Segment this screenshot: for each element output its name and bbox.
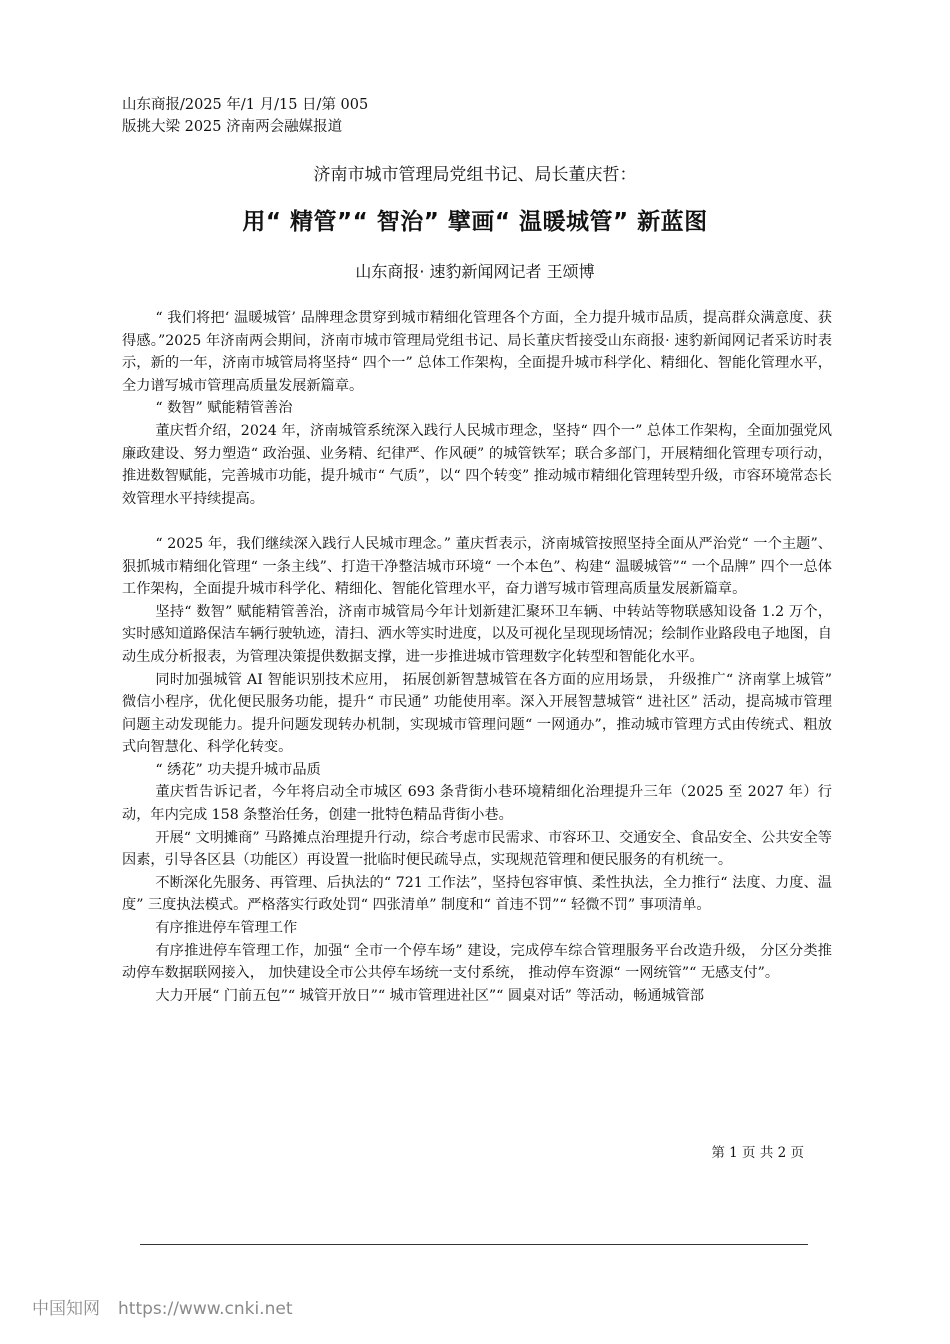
article-body: [122, 307, 832, 1007]
source-line: 山东商报/2025 年/1 月/15 日/第 005: [122, 97, 369, 113]
paragraph: “ 我们将把‘ 温暖城管’ 品牌理念贯穿到城市精细化管理各个方面，全力提升城市品质，提高群众满意度、获得感。”2025 年济南两会期间，济南市城市管理局党组书记、局长董庆哲接受山东商报· 速豹新闻网记者采访时表示，新的一年，济南市城管局将坚持“ 四个一” 总体工作架构，全面提升城市科学化、精细化、智能化管理水平，全力谱写城市管理高质量发展新篇章。: [122, 310, 832, 394]
edition-line: 版挑大梁 2025 济南两会融媒报道: [122, 119, 343, 135]
paragraph: 开展“ 文明摊商” 马路摊点治理提升行动，综合考虑市民需求、市容环卫、交通安全、食品安全、公共安全等因素，引导各区县（功能区）再设置一批临时便民疏导点，实现规范管理和便民服务的有机统一。: [122, 829, 832, 869]
paragraph: 不断深化先服务、再管理、后执法的“ 721 工作法”，坚持包容审慎、柔性执法，全力推行“ 法度、力度、温度” 三度执法模式。严格落实行政处罚“ 四张清单” 制度和“ 首违不罚”“ 轻微不罚” 事项清单。: [122, 874, 832, 914]
section-heading: 有序推进停车管理工作: [155, 920, 298, 937]
article-byline: 山东商报· 速豹新闻网记者 王颂博: [355, 262, 595, 281]
paragraph: 董庆哲告诉记者，今年将启动全市城区 693 条背街小巷环境精细化治理提升三年（2025 至 2027 年）行动，年内完成 158 条整治任务，创建一批特色精品背街小巷。: [122, 784, 832, 824]
cnki-watermark: [32, 1294, 292, 1319]
paragraph: 大力开展“ 门前五包”“ 城管开放日”“ 城市管理进社区”“ 圆桌对话” 等活动，畅通城管部: [155, 987, 705, 1004]
article-subtitle: 济南市城市管理局党组书记、局长董庆哲：: [313, 165, 637, 185]
section-heading: “ 数智” 赋能精管善治: [155, 400, 293, 417]
article-headline: 用“ 精管”“ 智治” 擘画“ 温暖城管” 新蓝图: [242, 209, 708, 235]
paragraph: 同时加强城管 AI 智能识别技术应用， 拓展创新智慧城管在各方面的应用场景， 升级推广“ 济南掌上城管” 微信小程序，优化便民服务功能，提升“ 市民通” 功能使用率。深入开展智慧城管“ 进社区” 活动，提高城市管理问题主动发现能力。提升问题发现转办机制，实现城市管理问题“ 一网通办”，推动城市管理方式由传统式、粗放式向智慧化、科学化转变。: [122, 671, 832, 756]
watermark-brand: 中国知网: [32, 1299, 100, 1319]
footer-divider: [140, 1244, 808, 1245]
paragraph: 坚持“ 数智” 赋能精管善治，济南市城管局今年计划新建汇聚环卫车辆、中转站等物联感知设备 1.2 万个，实时感知道路保洁车辆行驶轨迹，清扫、洒水等实时进度，以及可视化呈现现场情况；绘制作业路段电子地图，自动生成分析报表，为管理决策提供数据支撑，进一步推进城市管理数字化转型和智能化水平。: [122, 603, 832, 665]
paragraph: 有序推进停车管理工作，加强“ 全市一个停车场” 建设，完成停车综合管理服务平台改造升级， 分区分类推动停车数据联网接入， 加快建设全市公共停车场统一支付系统， 推动停车资源“ 一网统管”“ 无感支付”。: [122, 942, 832, 982]
page-number: 第 1 页 共 2 页: [711, 1145, 804, 1161]
paragraph: 董庆哲介绍，2024 年，济南城管系统深入践行人民城市理念，坚持“ 四个一” 总体工作架构，全面加强党风廉政建设、努力塑造“ 政治强、业务精、纪律严、作风硬” 的城管铁军；联合多部门，开展精细化管理专项行动，推进数智赋能，完善城市功能，提升城市“ 气质”，以“ 四个转变” 推动城市精细化管理转型升级，市容环境常态长效管理水平持续提高。: [122, 422, 832, 507]
section-heading: “ 绣花” 功夫提升城市品质: [155, 761, 321, 778]
paragraph: “ 2025 年，我们继续深入践行人民城市理念。” 董庆哲表示，济南城管按照坚持全面从严治党“ 一个主题”、狠抓城市精细化管理“ 一条主线”、打造干净整洁城市环境“ 一个本色”、构建“ 温暖城管”“ 一个品牌” 四个一总体工作架构，全面提升城市科学化、精细化、智能化管理水平，奋力谱写城市管理高质量发展新篇章。: [122, 535, 832, 598]
watermark-url: https://www.cnki.net: [118, 1299, 293, 1319]
